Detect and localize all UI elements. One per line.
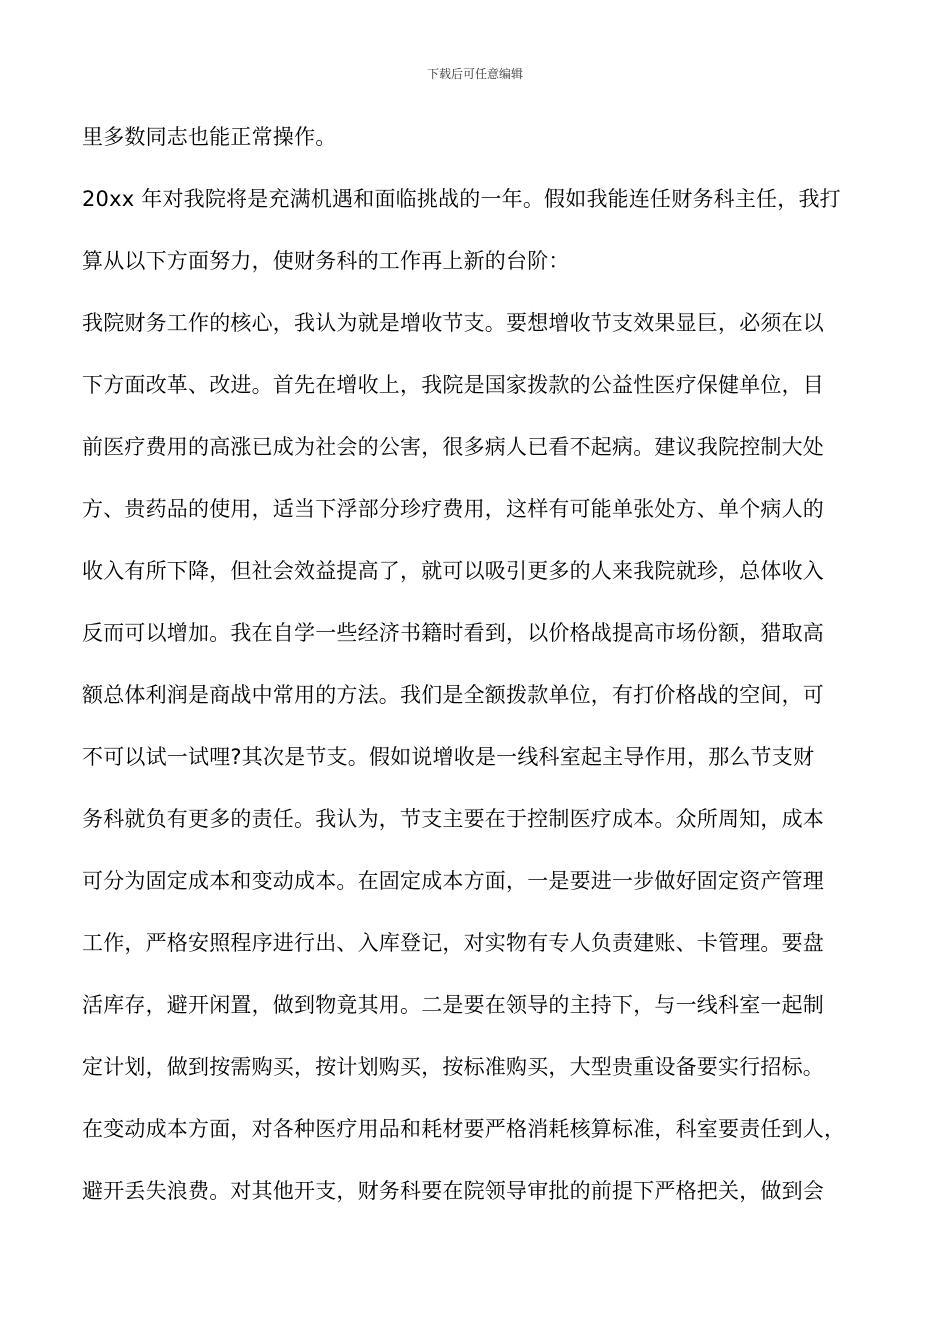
text-line: 在变动成本方面，对各种医疗用品和耗材要严格消耗核算标准，科室要责任到人，: [82, 1117, 846, 1141]
text-line: 算从以下方面努力，使财务科的工作再上新的台阶：: [82, 249, 570, 273]
text-line: 前医疗费用的高涨已成为社会的公害，很多病人已看不起病。建议我院控制大处: [82, 435, 824, 459]
text-line: 工作，严格安照程序进行出、入库登记，对实物有专人负责建账、卡管理。要盘: [82, 931, 824, 955]
text-line: 可分为固定成本和变动成本。在固定成本方面，一是要进一步做好固定资产管理: [82, 869, 824, 893]
text-line: 收入有所下降，但社会效益提高了，就可以吸引更多的人来我院就珍，总体收入: [82, 559, 824, 583]
text-line: 下方面改革、改进。首先在增收上，我院是国家拨款的公益性医疗保健单位，目: [82, 373, 824, 397]
text-line: 我院财务工作的核心，我认为就是增收节支。要想增收节支效果显巨，必须在以: [82, 311, 824, 335]
text-line: 里多数同志也能正常操作。: [82, 125, 337, 149]
text-line: 不可以试一试哩?其次是节支。假如说增收是一线科室起主导作用，那么节支财: [82, 745, 815, 769]
text-line: 活库存，避开闲置，做到物竟其用。二是要在领导的主持下，与一线科室一起制: [82, 993, 824, 1017]
text-line: 务科就负有更多的责任。我认为，节支主要在于控制医疗成本。众所周知，成本: [82, 807, 824, 831]
text-line: 额总体利润是商战中常用的方法。我们是全额拨款单位，有打价格战的空间，可: [82, 683, 824, 707]
text-line: 避开丢失浪费。对其他开支，财务科要在院领导审批的前提下严格把关，做到会: [82, 1179, 824, 1203]
text-line: 20xx 年对我院将是充满机遇和面临挑战的一年。假如我能连任财务科主任，我打: [82, 187, 841, 211]
text-line: 反而可以增加。我在自学一些经济书籍时看到，以价格战提高市场份额，猎取高: [82, 621, 824, 645]
page-header: 下载后可任意编辑: [426, 67, 523, 81]
document-body: [82, 120, 872, 1236]
text-line: 定计划，做到按需购买，按计划购买，按标准购买，大型贵重设备要实行招标。: [82, 1055, 824, 1079]
text-line: 方、贵药品的使用，适当下浮部分珍疗费用，这样有可能单张处方、单个病人的: [82, 497, 824, 521]
